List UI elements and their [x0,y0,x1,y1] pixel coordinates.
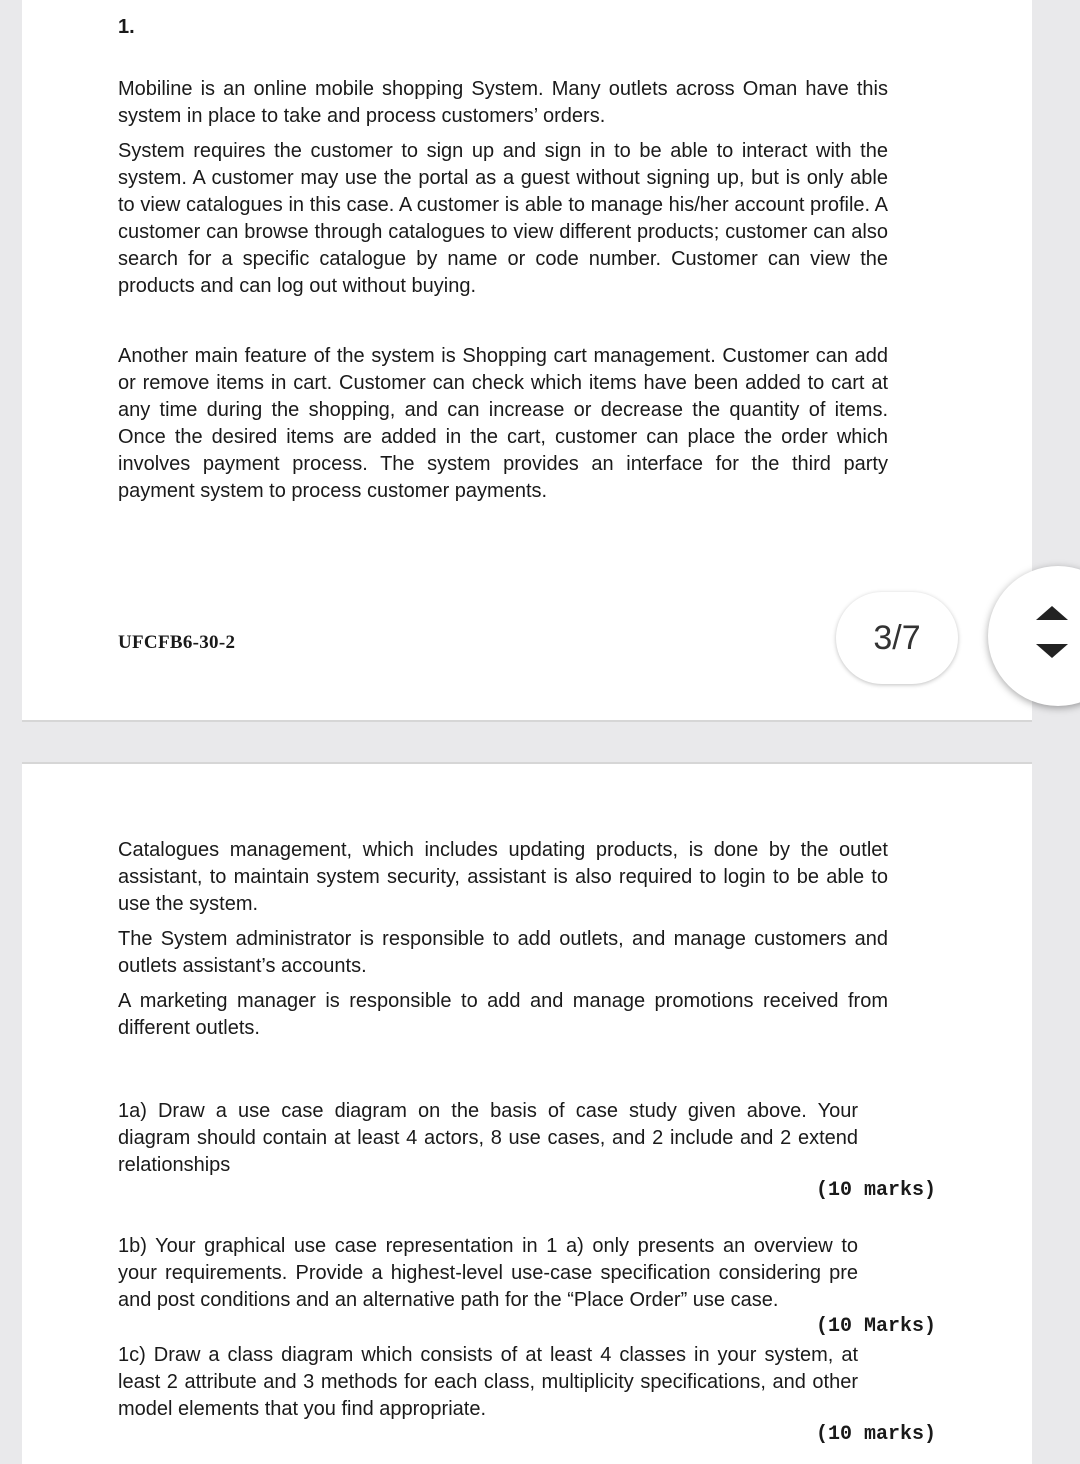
paragraph-admin: The System administrator is responsible to add outlets, and manage customers and outlets assistant’s accounts. [118,928,888,977]
paragraph-catalogue-mgmt: Catalogues management, which includes updating products, is done by the outlet assistant, to maintain system security, assistant is also required to login to be able to use the system. [118,839,888,915]
question-1c: 1c) Draw a class diagram which consists of at least 4 classes in your system, at least 2 attribute and 3 methods for each class, multiplicity specifications, and other model elements that you find appropriate. [118,1344,858,1420]
question-1a: 1a) Draw a use case diagram on the basis of case study given above. Your diagram should contain at least 4 actors, 8 use cases, and 2 include and 2 extend relationships [118,1100,858,1176]
triangle-down-icon[interactable] [1036,644,1068,658]
marks-1a: (10 marks) [815,1179,936,1202]
paragraph-intro: Mobiline is an online mobile shopping System. Many outlets across Oman have this system in place to take and process customers’ orders. [118,78,888,127]
footer-course-code: UFCFB6-30-2 [118,632,236,653]
marks-1c: (10 marks) [815,1423,936,1446]
marks-1b: (10 Marks) [815,1315,936,1338]
paragraph-marketing: A marketing manager is responsible to add and manage promotions received from different outlets. [118,990,888,1039]
document-page-1 [22,0,1032,722]
question-1b: 1b) Your graphical use case representation in 1 a) only presents an overview to your requirements. Provide a highest-level use-case specification considering pre and post conditions and an alternative path for the “Place Order” use case. [118,1235,858,1311]
triangle-up-icon[interactable] [1036,606,1068,620]
document-page-2 [22,762,1032,1464]
paragraph-cart: Another main feature of the system is Shopping cart management. Customer can add or remove items in cart. Customer can check which items have been added to cart at any time during the shopping, and can increase or decrease the quantity of items. Once the desired items are added in the cart, customer can place the order which involves payment process. The system provides an interface for the third party payment system to process customer payments. [118,345,888,502]
paragraph-customer: System requires the customer to sign up and sign in to be able to interact with the system. A customer may use the portal as a guest without signing up, but is only able to view catalogues in this case. A customer is able to manage his/her account profile. A customer can browse through catalogues to view different products; customer can also search for a specific catalogue by name or code number. Customer can view the products and can log out without buying. [118,140,888,297]
page-indicator: 3/7 [836,592,958,684]
question-number: 1. [118,16,135,38]
